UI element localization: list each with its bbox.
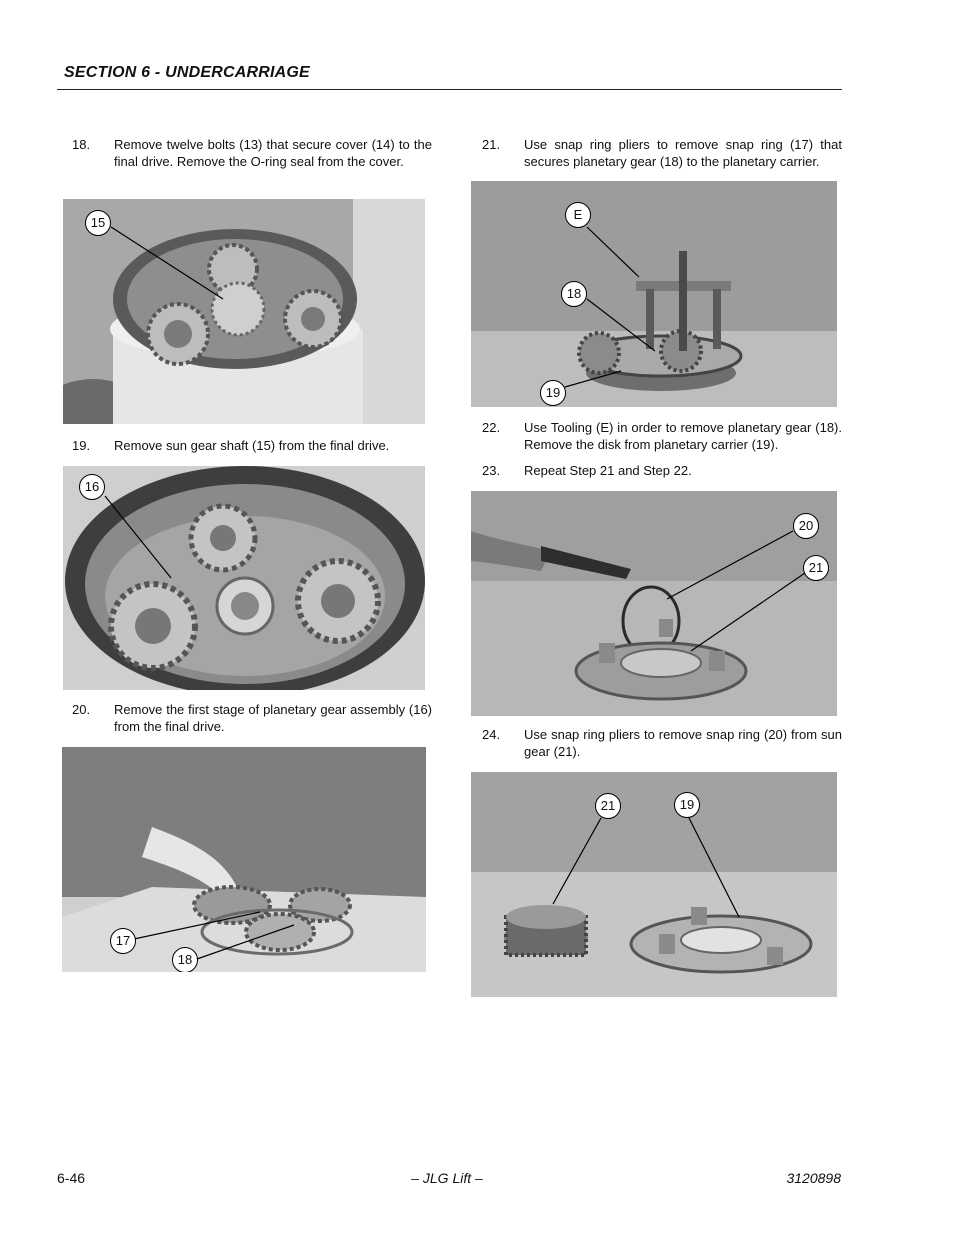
section-title: SECTION 6 - UNDERCARRIAGE xyxy=(64,64,310,81)
callout-E: E xyxy=(565,202,591,228)
photo-final-drive-open xyxy=(63,199,425,424)
footer-publisher: – JLG Lift – xyxy=(411,1170,483,1186)
step-text: Repeat Step 21 and Step 22. xyxy=(524,463,692,478)
callout-19: 19 xyxy=(540,380,566,406)
callout-21: 21 xyxy=(595,793,621,819)
step-number: 21. xyxy=(482,137,501,152)
step-text: Use snap ring pliers to remove snap ring (20) from sun gear (21). xyxy=(524,727,842,759)
step-18 xyxy=(72,136,432,188)
step-number: 22. xyxy=(482,420,501,435)
step-number: 18. xyxy=(72,137,91,152)
step-text: Use snap ring pliers to remove snap ring (17) that secures planetary gear (18) to the planetary carrier. xyxy=(524,137,842,169)
step-19 xyxy=(72,437,432,455)
callout-19: 19 xyxy=(674,792,700,818)
photo-snap-ring-removal xyxy=(62,747,426,972)
callout-15: 15 xyxy=(85,210,111,236)
callout-16: 16 xyxy=(79,474,105,500)
step-number: 19. xyxy=(72,438,91,453)
page-number: 6-46 xyxy=(57,1170,86,1186)
photo-snap-ring-pliers xyxy=(471,491,837,716)
step-text: Remove twelve bolts (13) that secure cover (14) to the final drive. Remove the O-ring seal from the cover. xyxy=(114,137,432,169)
photo-puller-tooling xyxy=(471,181,837,407)
photo-sun-gear-carrier xyxy=(471,772,837,997)
step-20 xyxy=(72,701,432,737)
step-number: 23. xyxy=(482,463,501,478)
step-number: 20. xyxy=(72,702,91,717)
callout-20: 20 xyxy=(793,513,819,539)
header-rule xyxy=(57,89,842,90)
step-text: Remove sun gear shaft (15) from the final drive. xyxy=(114,438,390,453)
photo-planetary-assembly xyxy=(63,466,425,690)
document-number: 3120898 xyxy=(786,1170,841,1186)
step-number: 24. xyxy=(482,727,501,742)
step-21 xyxy=(482,136,842,172)
callout-18: 18 xyxy=(561,281,587,307)
step-text: Remove the first stage of planetary gear assembly (16) from the final drive. xyxy=(114,702,432,734)
callout-17: 17 xyxy=(110,928,136,954)
callout-18: 18 xyxy=(172,947,198,972)
step-23 xyxy=(482,462,842,480)
callout-21: 21 xyxy=(803,555,829,581)
step-22 xyxy=(482,419,842,455)
step-text: Use Tooling (E) in order to remove planetary gear (18). Remove the disk from planetary carrier (19). xyxy=(524,420,842,452)
step-24 xyxy=(482,726,842,762)
